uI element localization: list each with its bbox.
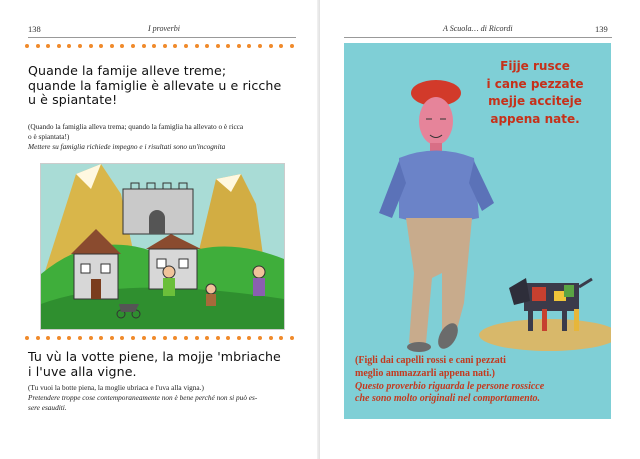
divider-dot (195, 336, 199, 340)
divider-dot (279, 336, 283, 340)
divider-dot (247, 44, 251, 48)
left-page-number: 138 (28, 24, 41, 34)
proverb-right-line-2: i cane pezzate (486, 76, 584, 91)
proverb-right-line-1: Fijje rusce (500, 59, 570, 73)
divider-dot (247, 336, 251, 340)
divider-dot (258, 44, 262, 48)
divider-dot (120, 336, 124, 340)
divider-dot (131, 336, 135, 340)
divider-dot (173, 44, 177, 48)
proverb-2 (28, 350, 281, 379)
divider-dot (46, 336, 50, 340)
village-illustration (41, 164, 284, 329)
translation-1-line-2: o è spiantata!) (28, 132, 70, 141)
divider-dot (163, 44, 167, 48)
translation-right-explanation-1: Questo proverbio riguarda le persone rossicce (355, 380, 545, 392)
divider-dot (205, 336, 209, 340)
proverb-1-line-1: Quande la famije alleve treme; (28, 63, 227, 78)
translation-2-explanation-2: sere esauditi. (28, 403, 67, 412)
divider-dot (25, 336, 29, 340)
divider-dot (184, 336, 188, 340)
translation-right-line-2: meglio ammazzarli appena nati.) (355, 367, 495, 379)
translation-2-line-1: (Tu vuoi la botte piena, la moglie ubriaca e l'uva alla vigna.) (28, 383, 204, 392)
proverb-1-line-3: u è spiantate! (28, 92, 118, 107)
children-drawing-village (40, 163, 285, 330)
proverb-2-line-1: Tu vù la votte piene, la mojje 'mbriache (28, 349, 281, 364)
proverb-right-line-4: appena nate. (490, 111, 580, 126)
divider-dot (152, 44, 156, 48)
translation-right-line-1: (Figli dai capelli rossi e cani pezzati (355, 355, 506, 366)
proverb-right (465, 58, 605, 128)
divider-dot (78, 44, 82, 48)
translation-right (355, 355, 544, 406)
divider-dot (226, 44, 230, 48)
divider-dot (99, 44, 103, 48)
divider-dot (57, 336, 61, 340)
divider-dot (67, 44, 71, 48)
divider-dot (195, 44, 199, 48)
divider-dot (36, 44, 40, 48)
dot-divider-bottom (25, 336, 294, 340)
divider-dot (110, 44, 114, 48)
divider-dot (78, 336, 82, 340)
translation-1-explanation: Mettere su famiglia richiede impegno e i risultati sono un'incognita (28, 142, 226, 151)
translation-2 (28, 383, 257, 413)
dot-divider-top (25, 44, 294, 48)
proverb-1-line-2: quande la famiglie è allevate u e ricche (28, 77, 282, 93)
divider-dot (131, 44, 135, 48)
divider-dot (163, 336, 167, 340)
divider-dot (184, 44, 188, 48)
divider-dot (216, 336, 220, 340)
divider-dot (99, 336, 103, 340)
divider-dot (226, 336, 230, 340)
divider-dot (258, 336, 262, 340)
proverb-right-line-3: mejje acciteje (488, 94, 582, 108)
divider-dot (279, 44, 283, 48)
divider-dot (89, 44, 93, 48)
proverb-2-line-2: i l'uve alla vigne. (28, 363, 137, 379)
translation-1 (28, 122, 243, 152)
right-running-header: A Scuola… di Ricordi (443, 24, 513, 33)
divider-dot (237, 336, 241, 340)
divider-dot (46, 44, 50, 48)
left-header-rule (28, 37, 296, 38)
divider-dot (120, 44, 124, 48)
divider-dot (173, 336, 177, 340)
divider-dot (25, 44, 29, 48)
divider-dot (36, 336, 40, 340)
divider-dot (57, 44, 61, 48)
divider-dot (290, 44, 294, 48)
divider-dot (269, 44, 273, 48)
divider-dot (152, 336, 156, 340)
divider-dot (205, 44, 209, 48)
divider-dot (142, 336, 146, 340)
translation-1-line-1: (Quando la famiglia alleva trema; quando la famiglia ha allevato o è ricca (28, 122, 244, 131)
right-header-rule (344, 37, 612, 38)
divider-dot (216, 44, 220, 48)
divider-dot (67, 336, 71, 340)
divider-dot (290, 336, 294, 340)
left-running-header: I proverbi (148, 24, 180, 33)
divider-dot (269, 336, 273, 340)
proverb-1 (28, 64, 281, 108)
divider-dot (89, 336, 93, 340)
divider-dot (237, 44, 241, 48)
right-page-number: 139 (595, 24, 608, 34)
translation-right-explanation-2: che sono molto originali nel comportamento. (355, 393, 541, 405)
translation-2-explanation-1: Pretendere troppe cose contemporaneamente non è bene perché non si può es- (28, 393, 258, 402)
divider-dot (142, 44, 146, 48)
divider-dot (110, 336, 114, 340)
